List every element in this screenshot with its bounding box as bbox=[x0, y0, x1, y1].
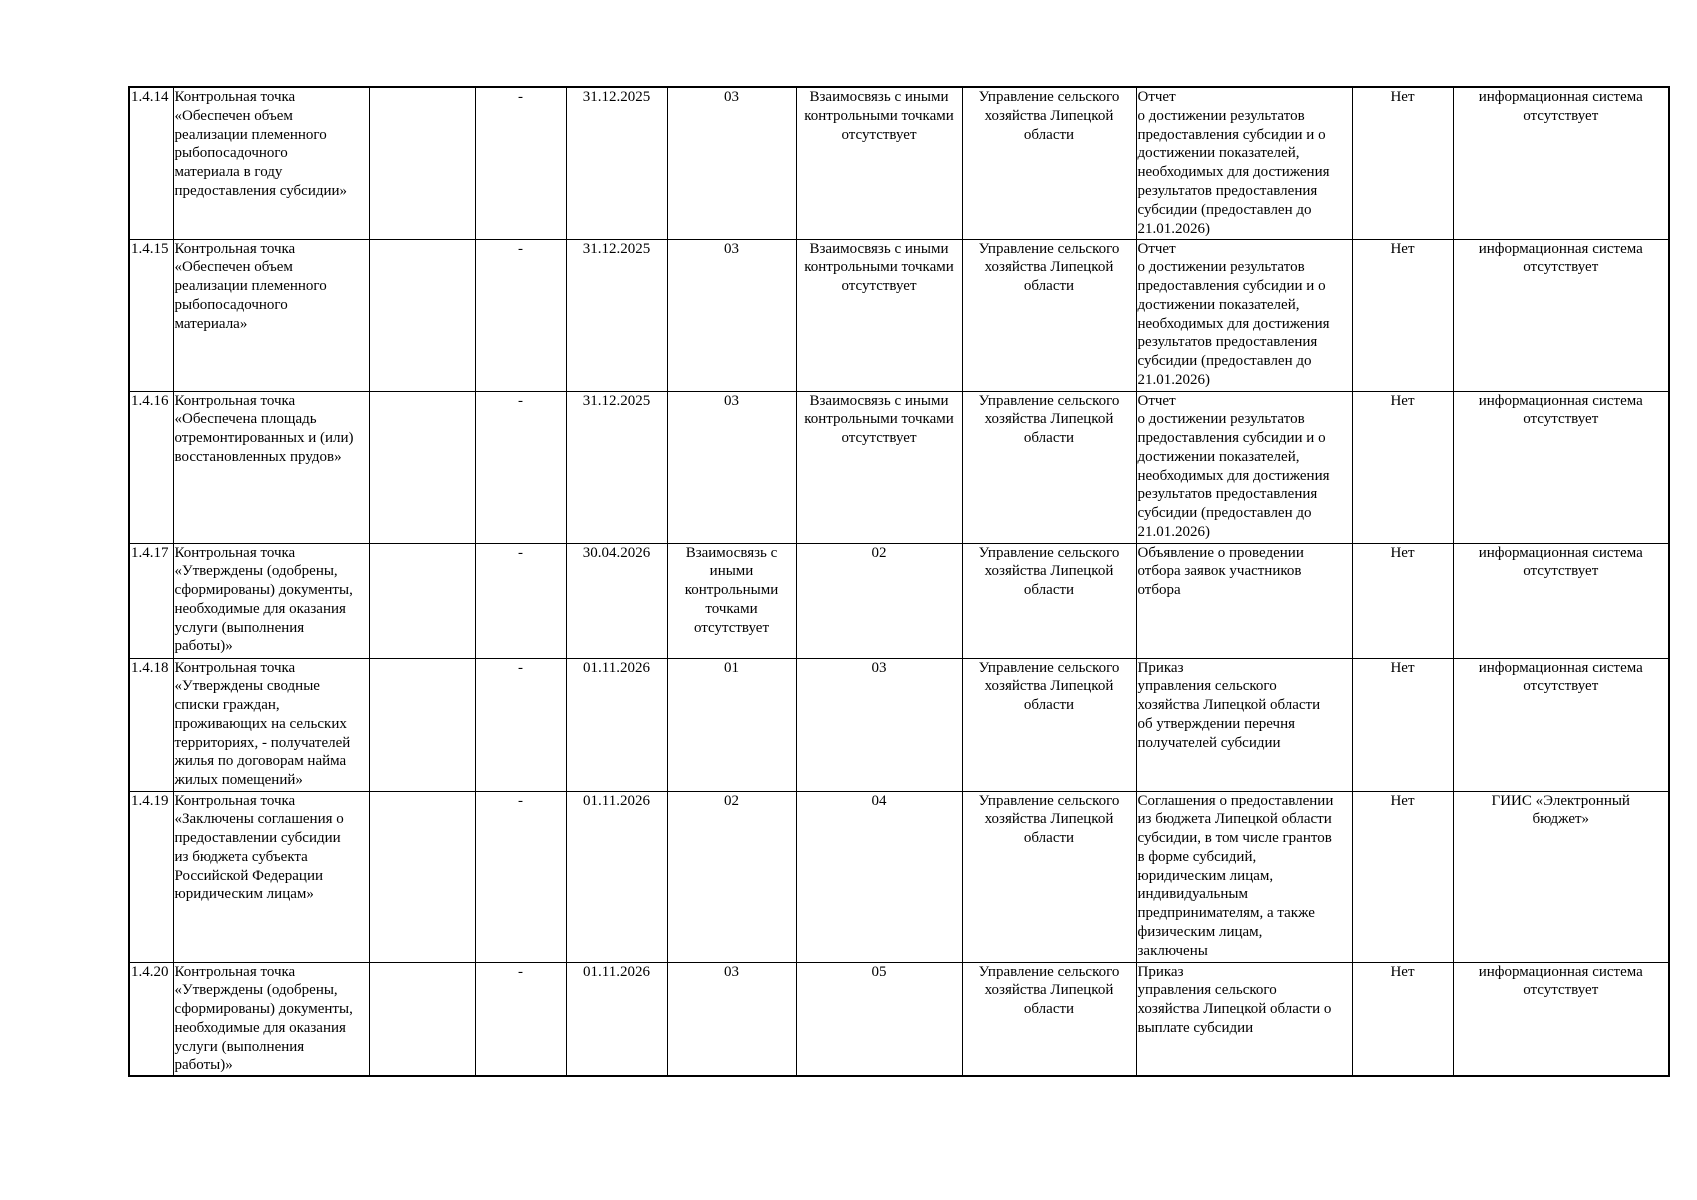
successor: 02 bbox=[796, 543, 962, 658]
end-date: 30.04.2026 bbox=[566, 543, 667, 658]
predecessor: Взаимосвязь с иными контрольными точками отсутствует bbox=[667, 543, 796, 658]
approval: Нет bbox=[1352, 962, 1453, 1076]
info-system: информационная система отсутствует bbox=[1453, 658, 1669, 791]
approval: Нет bbox=[1352, 239, 1453, 391]
document-type: Приказ управления сельского хозяйства Липецкой области о выплате субсидии bbox=[1136, 962, 1352, 1076]
document-type: Отчет о достижении результатов предоставления субсидии и о достижении показателей, необходимых для достижения результатов предоставления субсидии (предоставлен до 21.01.2026) bbox=[1136, 239, 1352, 391]
approval: Нет bbox=[1352, 391, 1453, 543]
checkpoint-name: Контрольная точка «Обеспечена площадь отремонтированных и (или) восстановленных прудов» bbox=[173, 391, 369, 543]
successor: 03 bbox=[796, 658, 962, 791]
start-date: - bbox=[475, 658, 566, 791]
approval: Нет bbox=[1352, 543, 1453, 658]
empty-cell bbox=[369, 658, 475, 791]
successor: 04 bbox=[796, 791, 962, 962]
responsible: Управление сельского хозяйства Липецкой области bbox=[962, 87, 1136, 239]
document-type: Отчет о достижении результатов предоставления субсидии и о достижении показателей, необходимых для достижения результатов предоставления субсидии (предоставлен до 21.01.2026) bbox=[1136, 391, 1352, 543]
info-system: информационная система отсутствует bbox=[1453, 391, 1669, 543]
responsible: Управление сельского хозяйства Липецкой области bbox=[962, 658, 1136, 791]
responsible: Управление сельского хозяйства Липецкой области bbox=[962, 239, 1136, 391]
document-type: Отчет о достижении результатов предоставления субсидии и о достижении показателей, необходимых для достижения результатов предоставления субсидии (предоставлен до 21.01.2026) bbox=[1136, 87, 1352, 239]
table-row bbox=[129, 87, 1669, 239]
successor: Взаимосвязь с иными контрольными точками отсутствует bbox=[796, 87, 962, 239]
checkpoint-name: Контрольная точка «Утверждены (одобрены, сформированы) документы, необходимые для оказания услуги (выполнения работы)» bbox=[173, 962, 369, 1076]
end-date: 01.11.2026 bbox=[566, 962, 667, 1076]
responsible: Управление сельского хозяйства Липецкой области bbox=[962, 391, 1136, 543]
checkpoint-name: Контрольная точка «Обеспечен объем реализации племенного рыбопосадочного материала в году предоставления субсидии» bbox=[173, 87, 369, 239]
responsible: Управление сельского хозяйства Липецкой области bbox=[962, 962, 1136, 1076]
document-type: Приказ управления сельского хозяйства Липецкой области об утверждении перечня получателей субсидии bbox=[1136, 658, 1352, 791]
checkpoint-name: Контрольная точка «Утверждены (одобрены, сформированы) документы, необходимые для оказания услуги (выполнения работы)» bbox=[173, 543, 369, 658]
checkpoint-name: Контрольная точка «Обеспечен объем реализации племенного рыбопосадочного материала» bbox=[173, 239, 369, 391]
start-date: - bbox=[475, 239, 566, 391]
empty-cell bbox=[369, 87, 475, 239]
checkpoint-name: Контрольная точка «Заключены соглашения о предоставлении субсидии из бюджета субъекта Российской Федерации юридическим лицам» bbox=[173, 791, 369, 962]
empty-cell bbox=[369, 391, 475, 543]
info-system: информационная система отсутствует bbox=[1453, 962, 1669, 1076]
table-row bbox=[129, 391, 1669, 543]
info-system: информационная система отсутствует bbox=[1453, 239, 1669, 391]
info-system: ГИИС «Электронный бюджет» bbox=[1453, 791, 1669, 962]
end-date: 31.12.2025 bbox=[566, 239, 667, 391]
predecessor: 03 bbox=[667, 962, 796, 1076]
start-date: - bbox=[475, 962, 566, 1076]
predecessor: 03 bbox=[667, 87, 796, 239]
start-date: - bbox=[475, 791, 566, 962]
document-type: Соглашения о предоставлении из бюджета Липецкой области субсидии, в том числе грантов в форме субсидий, юридическим лицам, индивидуальным предпринимателям, а также физическим лицам, заключены bbox=[1136, 791, 1352, 962]
empty-cell bbox=[369, 239, 475, 391]
row-number: 1.4.16 bbox=[129, 391, 173, 543]
predecessor: 03 bbox=[667, 239, 796, 391]
info-system: информационная система отсутствует bbox=[1453, 543, 1669, 658]
row-number: 1.4.19 bbox=[129, 791, 173, 962]
document-type: Объявление о проведении отбора заявок участников отбора bbox=[1136, 543, 1352, 658]
predecessor: 01 bbox=[667, 658, 796, 791]
start-date: - bbox=[475, 391, 566, 543]
predecessor: 03 bbox=[667, 391, 796, 543]
approval: Нет bbox=[1352, 791, 1453, 962]
empty-cell bbox=[369, 543, 475, 658]
table-row bbox=[129, 962, 1669, 1076]
row-number: 1.4.14 bbox=[129, 87, 173, 239]
successor: Взаимосвязь с иными контрольными точками отсутствует bbox=[796, 391, 962, 543]
responsible: Управление сельского хозяйства Липецкой области bbox=[962, 543, 1136, 658]
empty-cell bbox=[369, 791, 475, 962]
row-number: 1.4.20 bbox=[129, 962, 173, 1076]
row-number: 1.4.18 bbox=[129, 658, 173, 791]
responsible: Управление сельского хозяйства Липецкой области bbox=[962, 791, 1136, 962]
end-date: 31.12.2025 bbox=[566, 391, 667, 543]
checkpoints-table bbox=[128, 86, 1670, 1077]
row-number: 1.4.17 bbox=[129, 543, 173, 658]
end-date: 01.11.2026 bbox=[566, 791, 667, 962]
predecessor: 02 bbox=[667, 791, 796, 962]
successor: 05 bbox=[796, 962, 962, 1076]
empty-cell bbox=[369, 962, 475, 1076]
table-row bbox=[129, 791, 1669, 962]
end-date: 31.12.2025 bbox=[566, 87, 667, 239]
row-number: 1.4.15 bbox=[129, 239, 173, 391]
checkpoint-name: Контрольная точка «Утверждены сводные списки граждан, проживающих на сельских территориях, - получателей жилья по договорам найма жилых помещений» bbox=[173, 658, 369, 791]
table-row bbox=[129, 543, 1669, 658]
start-date: - bbox=[475, 543, 566, 658]
info-system: информационная система отсутствует bbox=[1453, 87, 1669, 239]
table-row bbox=[129, 658, 1669, 791]
start-date: - bbox=[475, 87, 566, 239]
approval: Нет bbox=[1352, 658, 1453, 791]
approval: Нет bbox=[1352, 87, 1453, 239]
table-row bbox=[129, 239, 1669, 391]
successor: Взаимосвязь с иными контрольными точками отсутствует bbox=[796, 239, 962, 391]
end-date: 01.11.2026 bbox=[566, 658, 667, 791]
